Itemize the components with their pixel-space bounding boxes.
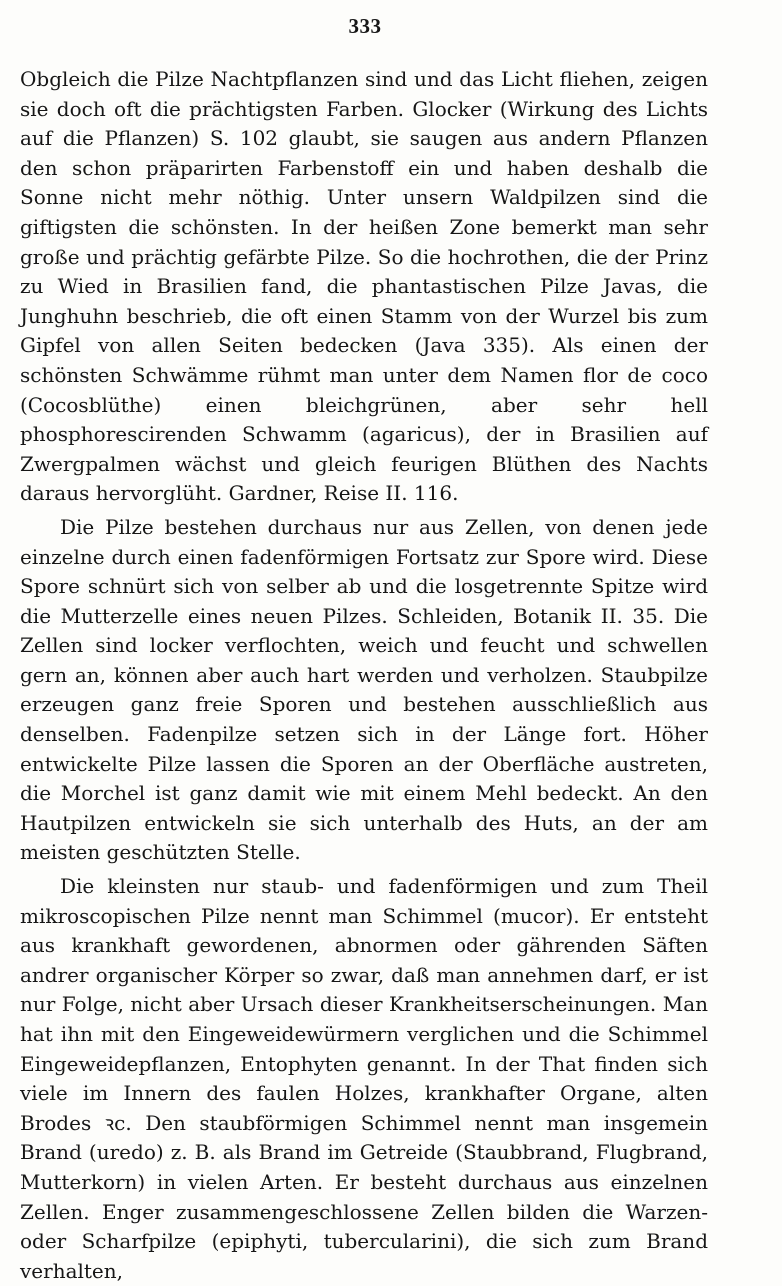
page-number: 333: [348, 14, 382, 38]
paragraph-pilze-farben: Obgleich die Pilze Nachtpflanzen sind und das Licht fliehen, zeigen sie doch oft die prächtigsten Farben. Glocker (Wirkung des Lichts auf die Pflanzen) S. 102 glaubt, sie saugen aus andern Pflanzen den schon präparirten Farbenstoff ein und haben deshalb die Sonne nicht mehr nöthig. Unter unsern Waldpilzen sind die giftigsten die schönsten. In der heißen Zone bemerkt man sehr große und prächtig gefärbte Pilze. So die hochrothen, die der Prinz zu Wied in Brasilien fand, die phantastischen Pilze Javas, die Junghuhn beschrieb, die oft einen Stamm von der Wurzel bis zum Gipfel von allen Seiten bedecken (Java 335). Als einen der schönsten Schwämme rühmt man unter dem Namen flor de coco (Cocosblüthe) einen bleichgrünen, aber sehr hell phosphorescirenden Schwamm (agaricus), der in Brasilien auf Zwergpalmen wächst und gleich feurigen Blüthen des Nachts daraus hervorglüht. Gardner, Reise II. 116.: [20, 67, 708, 506]
paragraph-pilze-zellen: Die Pilze bestehen durchaus nur aus Zellen, von denen jede einzelne durch einen fadenförmigen Fortsatz zur Spore wird. Diese Spore schnürt sich von selber ab und die losgetrennte Spitze wird die Mutterzelle eines neuen Pilzes. Schleiden, Botanik II. 35. Die Zellen sind locker verflochten, weich und feucht und schwellen gern an, können aber auch hart werden und verholzen. Staubpilze erzeugen ganz freie Sporen und bestehen ausschließlich aus denselben. Fadenpilze setzen sich in der Länge fort. Höher entwickelte Pilze lassen die Sporen an der Oberfläche austreten, die Morchel ist ganz damit wie mit einem Mehl bedeckt. An den Hautpilzen entwickeln sie sich unterhalb des Huts, an der am meisten geschützten Stelle.: [20, 514, 708, 865]
paragraph-schimmel: Die kleinsten nur staub- und fadenförmigen und zum Theil mikroscopischen Pilze nennt man Schimmel (mucor). Er entsteht aus krankhaft gewordenen, abnormen oder gährenden Säften andrer organischer Körper so zwar, daß man annehmen darf, er ist nur Folge, nicht aber Ursach dieser Krankheitserscheinungen. Man hat ihn mit den Eingeweidewürmern verglichen und die Schimmel Eingeweidepflanzen, Entophyten genannt. In der That finden sich viele im Innern des faulen Holzes, krankhafter Organe, alten Brodes ꝛc. Den staubförmigen Schimmel nennt man insgemein Brand (uredo) z. B. als Brand im Getreide (Staubbrand, Flugbrand, Mutterkorn) in vielen Arten. Er besteht durchaus aus einzelnen Zellen. Enger zusammengeschlossene Zellen bilden die Warzen- oder Scharfpilze (epiphyti, tubercularini), die sich zum Brand verhalten,: [20, 874, 708, 1283]
